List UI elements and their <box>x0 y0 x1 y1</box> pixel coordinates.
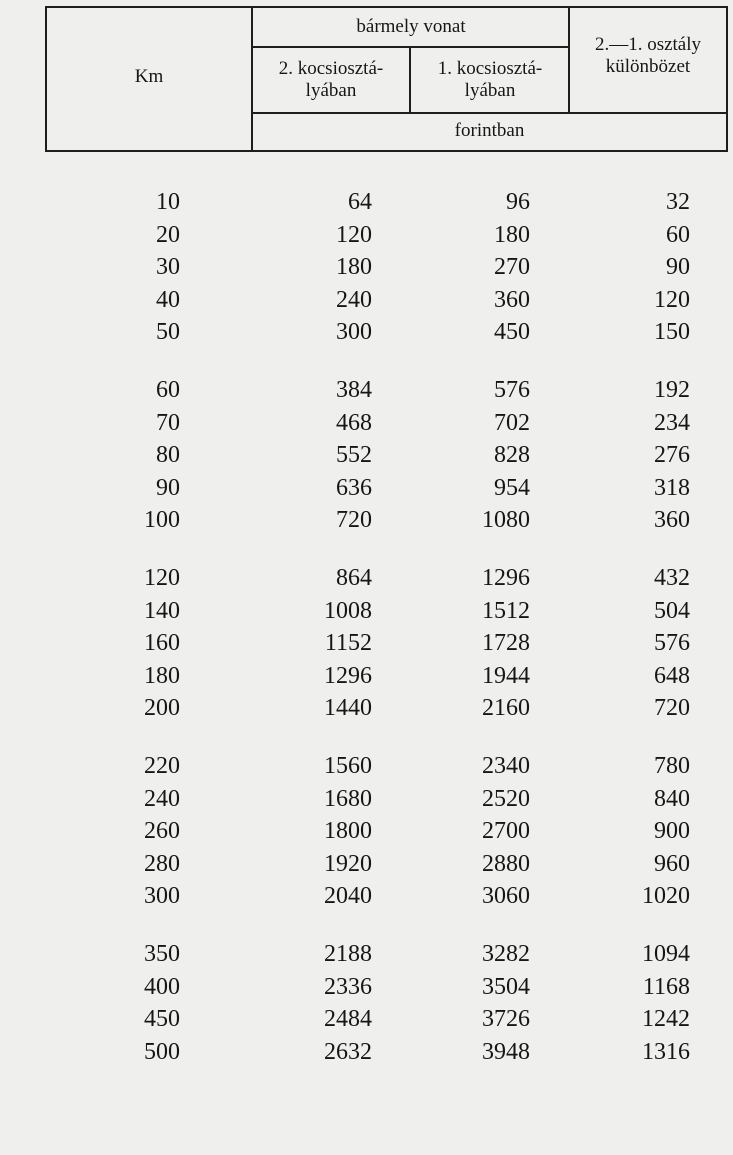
cell-first-class: 2520 <box>482 785 530 812</box>
cell-first-class: 3282 <box>482 941 530 967</box>
cell-difference: 234 <box>654 409 690 436</box>
table-row <box>0 880 733 912</box>
cell-first-class: 702 <box>494 409 530 436</box>
table-row <box>0 439 733 471</box>
cell-second-class: 300 <box>336 319 372 346</box>
cell-first-class: 2340 <box>482 753 530 779</box>
table-row <box>0 374 733 406</box>
cell-second-class: 120 <box>336 221 372 248</box>
cell-km: 100 <box>144 507 180 534</box>
table-row <box>0 251 733 283</box>
cell-second-class: 864 <box>336 565 372 591</box>
cell-km: 300 <box>144 883 180 910</box>
cell-km: 500 <box>144 1038 180 1065</box>
cell-second-class: 2188 <box>324 941 372 967</box>
header-unit: forintban <box>454 120 525 141</box>
header-first-class: 1. kocsiosztá- lyában <box>437 58 543 101</box>
cell-difference: 1316 <box>642 1038 690 1065</box>
divider <box>253 112 726 114</box>
cell-second-class: 1680 <box>324 785 372 812</box>
table-row <box>0 627 733 659</box>
cell-first-class: 954 <box>494 474 530 501</box>
table-row <box>0 815 733 847</box>
cell-difference: 1020 <box>642 883 690 910</box>
cell-km: 10 <box>156 189 180 215</box>
cell-first-class: 1728 <box>482 630 530 657</box>
table-row <box>0 971 733 1003</box>
header-second-class: 2. kocsiosztá- lyában <box>278 58 384 101</box>
table-row <box>0 472 733 504</box>
table-row <box>0 595 733 627</box>
cell-difference: 120 <box>654 286 690 313</box>
cell-second-class: 1152 <box>324 630 372 657</box>
cell-difference: 960 <box>654 850 690 877</box>
cell-second-class: 240 <box>336 286 372 313</box>
header-km: Km <box>134 66 164 87</box>
cell-first-class: 96 <box>506 189 530 215</box>
cell-km: 70 <box>156 409 180 436</box>
cell-km: 450 <box>144 1006 180 1033</box>
cell-km: 220 <box>144 753 180 779</box>
table-row <box>0 407 733 439</box>
cell-second-class: 64 <box>348 189 372 215</box>
cell-km: 120 <box>144 565 180 591</box>
cell-first-class: 576 <box>494 377 530 403</box>
cell-second-class: 1008 <box>324 597 372 624</box>
cell-first-class: 1296 <box>482 565 530 591</box>
cell-second-class: 552 <box>336 442 372 469</box>
header-difference: 2.—1. osztály különbözet <box>594 34 702 77</box>
table-row <box>0 848 733 880</box>
cell-first-class: 3948 <box>482 1038 530 1065</box>
cell-km: 400 <box>144 973 180 1000</box>
table-row <box>0 316 733 348</box>
divider <box>253 46 569 48</box>
table-header <box>45 6 728 152</box>
cell-difference: 840 <box>654 785 690 812</box>
table-row <box>0 186 733 218</box>
cell-difference: 1242 <box>642 1006 690 1033</box>
cell-km: 50 <box>156 319 180 346</box>
cell-second-class: 1560 <box>324 753 372 779</box>
cell-difference: 504 <box>654 597 690 624</box>
cell-first-class: 1512 <box>482 597 530 624</box>
cell-first-class: 2880 <box>482 850 530 877</box>
cell-difference: 90 <box>666 254 690 281</box>
cell-first-class: 3060 <box>482 883 530 910</box>
cell-difference: 60 <box>666 221 690 248</box>
cell-difference: 360 <box>654 507 690 534</box>
cell-second-class: 2040 <box>324 883 372 910</box>
table-row <box>0 938 733 970</box>
cell-second-class: 384 <box>336 377 372 403</box>
cell-km: 40 <box>156 286 180 313</box>
cell-difference: 276 <box>654 442 690 469</box>
table-row <box>0 1036 733 1068</box>
cell-km: 180 <box>144 662 180 689</box>
cell-difference: 1094 <box>642 941 690 967</box>
cell-difference: 1168 <box>642 973 690 1000</box>
cell-first-class: 3504 <box>482 973 530 1000</box>
table-row <box>0 692 733 724</box>
cell-km: 60 <box>156 377 180 403</box>
cell-first-class: 270 <box>494 254 530 281</box>
cell-second-class: 180 <box>336 254 372 281</box>
cell-km: 240 <box>144 785 180 812</box>
cell-second-class: 2336 <box>324 973 372 1000</box>
table-row <box>0 219 733 251</box>
table-row <box>0 1003 733 1035</box>
cell-km: 160 <box>144 630 180 657</box>
cell-first-class: 360 <box>494 286 530 313</box>
cell-km: 140 <box>144 597 180 624</box>
cell-difference: 150 <box>654 319 690 346</box>
cell-km: 200 <box>144 695 180 722</box>
cell-km: 20 <box>156 221 180 248</box>
header-group: bármely vonat <box>356 16 466 37</box>
cell-second-class: 1800 <box>324 818 372 845</box>
table-row <box>0 750 733 782</box>
cell-km: 90 <box>156 474 180 501</box>
table-row <box>0 284 733 316</box>
cell-km: 30 <box>156 254 180 281</box>
cell-first-class: 1944 <box>482 662 530 689</box>
table-row <box>0 783 733 815</box>
cell-difference: 576 <box>654 630 690 657</box>
cell-difference: 318 <box>654 474 690 501</box>
cell-first-class: 828 <box>494 442 530 469</box>
cell-km: 350 <box>144 941 180 967</box>
cell-km: 260 <box>144 818 180 845</box>
cell-difference: 720 <box>654 695 690 722</box>
cell-difference: 32 <box>666 189 690 215</box>
cell-difference: 648 <box>654 662 690 689</box>
cell-second-class: 720 <box>336 507 372 534</box>
cell-second-class: 1296 <box>324 662 372 689</box>
cell-first-class: 1080 <box>482 507 530 534</box>
cell-first-class: 180 <box>494 221 530 248</box>
table-row <box>0 660 733 692</box>
cell-second-class: 1440 <box>324 695 372 722</box>
cell-first-class: 3726 <box>482 1006 530 1033</box>
cell-first-class: 2700 <box>482 818 530 845</box>
cell-second-class: 2484 <box>324 1006 372 1033</box>
table-row <box>0 504 733 536</box>
cell-difference: 432 <box>654 565 690 591</box>
cell-km: 280 <box>144 850 180 877</box>
cell-second-class: 2632 <box>324 1038 372 1065</box>
cell-difference: 192 <box>654 377 690 403</box>
cell-difference: 900 <box>654 818 690 845</box>
cell-second-class: 636 <box>336 474 372 501</box>
cell-second-class: 468 <box>336 409 372 436</box>
cell-first-class: 450 <box>494 319 530 346</box>
cell-second-class: 1920 <box>324 850 372 877</box>
cell-difference: 780 <box>654 753 690 779</box>
cell-km: 80 <box>156 442 180 469</box>
cell-first-class: 2160 <box>482 695 530 722</box>
table-row <box>0 562 733 594</box>
